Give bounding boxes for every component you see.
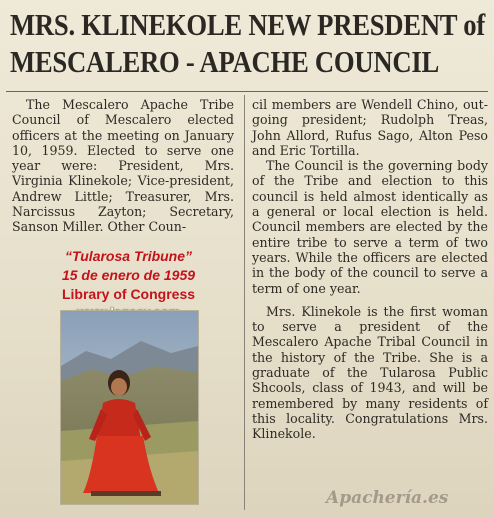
headline-line-1: MRS. KLINEKOLE NEW PRESDENT of (10, 7, 485, 42)
article-paragraph: Mrs. Klinekole is the first woman to serve a president of the Mescalero Apache Tribal Council in the history of the Tribe. She is a graduate of the Tularosa Public Shcools, class of 1943, and will be remembered by many residents of this locality. Congratulations Mrs. Klinekole. (252, 303, 488, 442)
credit-date: 15 de enero de 1959 (61, 267, 196, 283)
watermark: Apachería.es (326, 488, 449, 508)
column-divider (244, 95, 245, 510)
article-paragraph: The Mescalero Apache Tribe Council of Mescalero elected officers at the meeting on January 10, 1959. Elected to serve one year were: President, Mrs. Virginia Klinekole; Vice-president, Andrew Little; Treasurer, Mrs. Narcissus Zayton; Secretary, Sanson Miller. Other Coun- (12, 97, 234, 235)
portrait-photo (60, 310, 199, 505)
article-paragraph: The Council is the governing body of the Tribe and election to this council is held almost identically as a general or local election is held. Council members are elected by the entire tribe to serve a term of two years. While the officers are elected in the body of the council to serve a term of one year. (252, 158, 488, 296)
headline-rule (6, 91, 488, 92)
headline-line-2: MESCALERO - APACHE COUNCIL (10, 44, 440, 79)
portrait-illustration (61, 311, 198, 504)
article-paragraph: cil members are Wendell Chino, out-going president; Rudolph Treas, John Allord, Rufus Sago, Alton Peso and Eric Tortilla. (252, 97, 488, 158)
article-column-1 (12, 97, 234, 235)
credit-archive: Library of Congress (61, 286, 196, 302)
article-column-2 (252, 97, 488, 442)
credit-source: “Tularosa Tribune” (64, 248, 193, 264)
headline (10, 6, 485, 80)
